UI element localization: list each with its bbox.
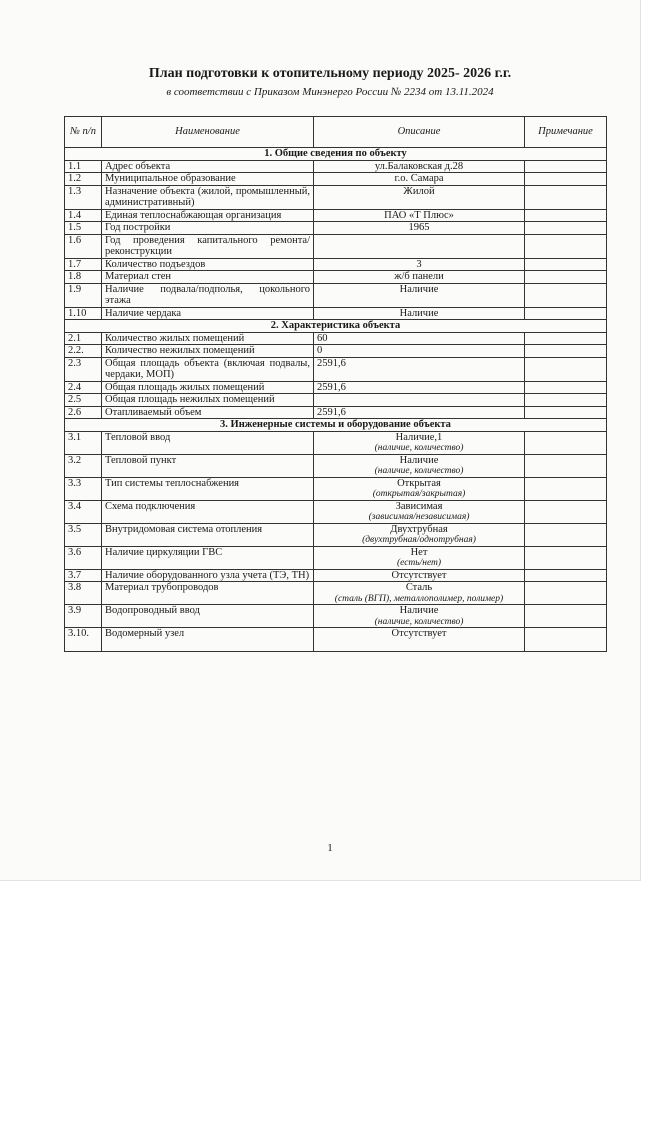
- row-value-cell: [314, 431, 525, 454]
- table-header-row: [65, 117, 607, 148]
- row-value: 2591,6: [314, 381, 525, 394]
- row-note: [525, 394, 607, 407]
- row-note: [525, 582, 607, 605]
- row-note: [525, 258, 607, 271]
- row-number: 2.3: [65, 357, 102, 381]
- row-value-cell: [314, 500, 525, 523]
- row-name: Единая теплоснабжающая организация: [102, 209, 314, 222]
- row-name: Муниципальное образование: [102, 173, 314, 186]
- row-value: Наличие: [314, 283, 525, 307]
- table-row: [65, 283, 607, 307]
- table-row: [65, 628, 607, 652]
- row-note: [525, 222, 607, 235]
- row-hint: (сталь (ВГП), металлополимер, полимер): [334, 593, 504, 604]
- section-title: 1. Общие сведения по объекту: [65, 148, 607, 161]
- row-value-cell: [314, 628, 525, 652]
- row-value: Открытая: [397, 477, 441, 489]
- section-title: 2. Характеристика объекта: [65, 320, 607, 333]
- row-value: ПАО «Т Плюс»: [314, 209, 525, 222]
- table-row: [65, 431, 607, 454]
- row-name: Внутридомовая система отопления: [102, 523, 314, 546]
- row-value: [314, 234, 525, 258]
- row-note: [525, 605, 607, 628]
- row-note: [525, 234, 607, 258]
- row-value-cell: [314, 582, 525, 605]
- row-name: Адрес объекта: [102, 160, 314, 173]
- row-number: 1.5: [65, 222, 102, 235]
- header-description: Описание: [314, 117, 525, 148]
- row-note: [525, 173, 607, 186]
- row-value: ул.Балаковская д.28: [314, 160, 525, 173]
- row-note: [525, 500, 607, 523]
- row-value-cell: [314, 605, 525, 628]
- row-name: Наличие оборудованного узла учета (ТЭ, ТН): [102, 569, 314, 582]
- row-note: [525, 160, 607, 173]
- row-name: Количество нежилых помещений: [102, 345, 314, 358]
- table-row: [65, 394, 607, 407]
- row-name: Наличие чердака: [102, 307, 314, 320]
- document-subtitle: в соответствии с Приказом Минэнерго России № 2234 от 13.11.2024: [166, 86, 494, 98]
- row-number: 2.6: [65, 406, 102, 419]
- row-value: 2591,6: [314, 357, 525, 381]
- table-row: [65, 381, 607, 394]
- section-1-row: [65, 148, 607, 161]
- header-note: Примечание: [525, 117, 607, 148]
- row-note: [525, 345, 607, 358]
- row-hint: (зависимая/независимая): [368, 512, 470, 522]
- row-name: Водомерный узел: [102, 628, 314, 652]
- row-note: [525, 523, 607, 546]
- row-name: Схема подключения: [102, 500, 314, 523]
- row-number: 2.4: [65, 381, 102, 394]
- row-note: [525, 546, 607, 569]
- row-name: Материал трубопроводов: [102, 582, 314, 605]
- table-row: [65, 605, 607, 628]
- row-value: 60: [314, 332, 525, 345]
- row-value: г.о. Самара: [314, 173, 525, 186]
- row-name: Материал стен: [102, 271, 314, 284]
- row-note: [525, 357, 607, 381]
- page-number: 1: [327, 842, 333, 854]
- row-value: Зависимая: [395, 500, 443, 512]
- header-num: № п/п: [65, 117, 102, 148]
- row-value: Наличие: [399, 605, 439, 616]
- row-value: Двухтрубная: [390, 523, 448, 535]
- row-hint: (открытая/закрытая): [372, 489, 466, 499]
- row-name: Отапливаемый объем: [102, 406, 314, 419]
- table-row: [65, 523, 607, 546]
- row-number: 3.7: [65, 569, 102, 582]
- row-number: 1.2: [65, 173, 102, 186]
- table-row: [65, 546, 607, 569]
- row-note: [525, 307, 607, 320]
- row-number: 3.9: [65, 605, 102, 628]
- document-title: План подготовки к отопительному периоду 2025- 2026 г.г.: [148, 66, 512, 81]
- row-name: Количество жилых помещений: [102, 332, 314, 345]
- row-note: [525, 406, 607, 419]
- row-name: Количество подъездов: [102, 258, 314, 271]
- row-name: Общая площадь жилых помещений: [102, 381, 314, 394]
- table-row: [65, 173, 607, 186]
- row-number: 3.3: [65, 477, 102, 500]
- row-name: Водопроводный ввод: [102, 605, 314, 628]
- row-note: [525, 477, 607, 500]
- table-row: [65, 406, 607, 419]
- table-row: [65, 222, 607, 235]
- row-number: 2.5: [65, 394, 102, 407]
- row-value: Отсутствует: [391, 569, 447, 581]
- row-note: [525, 209, 607, 222]
- row-value: 2591,6: [314, 406, 525, 419]
- row-value-cell: [314, 569, 525, 582]
- row-name: Тип системы теплоснабжения: [102, 477, 314, 500]
- table-row: [65, 357, 607, 381]
- table-row: [65, 271, 607, 284]
- row-value: 0: [314, 345, 525, 358]
- row-name: Наличие подвала/подполья, цокольного этажа: [102, 283, 314, 307]
- row-name: Общая площадь объекта (включая подвалы, чердаки, МОП): [102, 357, 314, 381]
- row-value-cell: [314, 477, 525, 500]
- row-value: Наличие: [314, 307, 525, 320]
- table-body: [65, 148, 607, 652]
- table-row: [65, 258, 607, 271]
- row-number: 1.8: [65, 271, 102, 284]
- row-note: [525, 569, 607, 582]
- row-value-cell: [314, 454, 525, 477]
- row-number: 3.5: [65, 523, 102, 546]
- row-note: [525, 381, 607, 394]
- section-title: 3. Инженерные системы и оборудование объекта: [65, 419, 607, 432]
- row-value: ж/б панели: [314, 271, 525, 284]
- table-row: [65, 500, 607, 523]
- table-row: [65, 332, 607, 345]
- row-hint: (наличие, количество): [374, 443, 464, 453]
- row-note: [525, 431, 607, 454]
- row-value: Наличие,1: [395, 431, 443, 443]
- row-value: Наличие: [399, 454, 439, 466]
- row-hint: (есть/нет): [396, 558, 442, 568]
- row-name: Наличие циркуляции ГВС: [102, 546, 314, 569]
- table-row: [65, 477, 607, 500]
- table-row: [65, 454, 607, 477]
- row-name: Год проведения капитального ремонта/реконструкции: [102, 234, 314, 258]
- row-note: [525, 271, 607, 284]
- row-number: 1.4: [65, 209, 102, 222]
- row-name: Общая площадь нежилых помещений: [102, 394, 314, 407]
- table-row: [65, 234, 607, 258]
- row-value: Сталь: [405, 582, 433, 593]
- row-note: [525, 332, 607, 345]
- row-hint: (двухтрубная/однотрубная): [362, 535, 476, 545]
- row-note: [525, 454, 607, 477]
- row-hint: (наличие, количество): [374, 616, 464, 627]
- section-2-row: [65, 320, 607, 333]
- row-number: 1.3: [65, 185, 102, 209]
- plan-table: [64, 116, 607, 652]
- row-number: 1.10: [65, 307, 102, 320]
- row-name: Тепловой пункт: [102, 454, 314, 477]
- row-number: 3.4: [65, 500, 102, 523]
- row-value-cell: [314, 546, 525, 569]
- table-row: [65, 307, 607, 320]
- row-note: [525, 283, 607, 307]
- row-value-cell: [314, 523, 525, 546]
- row-number: 3.8: [65, 582, 102, 605]
- row-number: 1.6: [65, 234, 102, 258]
- row-number: 1.7: [65, 258, 102, 271]
- row-value: Нет: [410, 546, 428, 558]
- row-name: Год постройки: [102, 222, 314, 235]
- row-name: Тепловой ввод: [102, 431, 314, 454]
- row-number: 3.10.: [65, 628, 102, 652]
- row-hint: (наличие, количество): [374, 466, 464, 476]
- row-value: 1965: [314, 222, 525, 235]
- row-number: 3.6: [65, 546, 102, 569]
- row-note: [525, 185, 607, 209]
- table-row: [65, 160, 607, 173]
- row-number: 2.1: [65, 332, 102, 345]
- row-value: Жилой: [314, 185, 525, 209]
- table-row: [65, 345, 607, 358]
- row-number: 3.2: [65, 454, 102, 477]
- row-value: 3: [314, 258, 525, 271]
- row-number: 1.1: [65, 160, 102, 173]
- table-row: [65, 569, 607, 582]
- table-row: [65, 185, 607, 209]
- section-3-row: [65, 419, 607, 432]
- row-number: 2.2.: [65, 345, 102, 358]
- table-row: [65, 209, 607, 222]
- row-note: [525, 628, 607, 652]
- row-number: 1.9: [65, 283, 102, 307]
- row-name: Назначение объекта (жилой, промышленный, административный): [102, 185, 314, 209]
- header-name: Наименование: [102, 117, 314, 148]
- table-row: [65, 582, 607, 605]
- row-value: Отсутствует: [391, 628, 447, 639]
- row-value: [314, 394, 525, 407]
- row-number: 3.1: [65, 431, 102, 454]
